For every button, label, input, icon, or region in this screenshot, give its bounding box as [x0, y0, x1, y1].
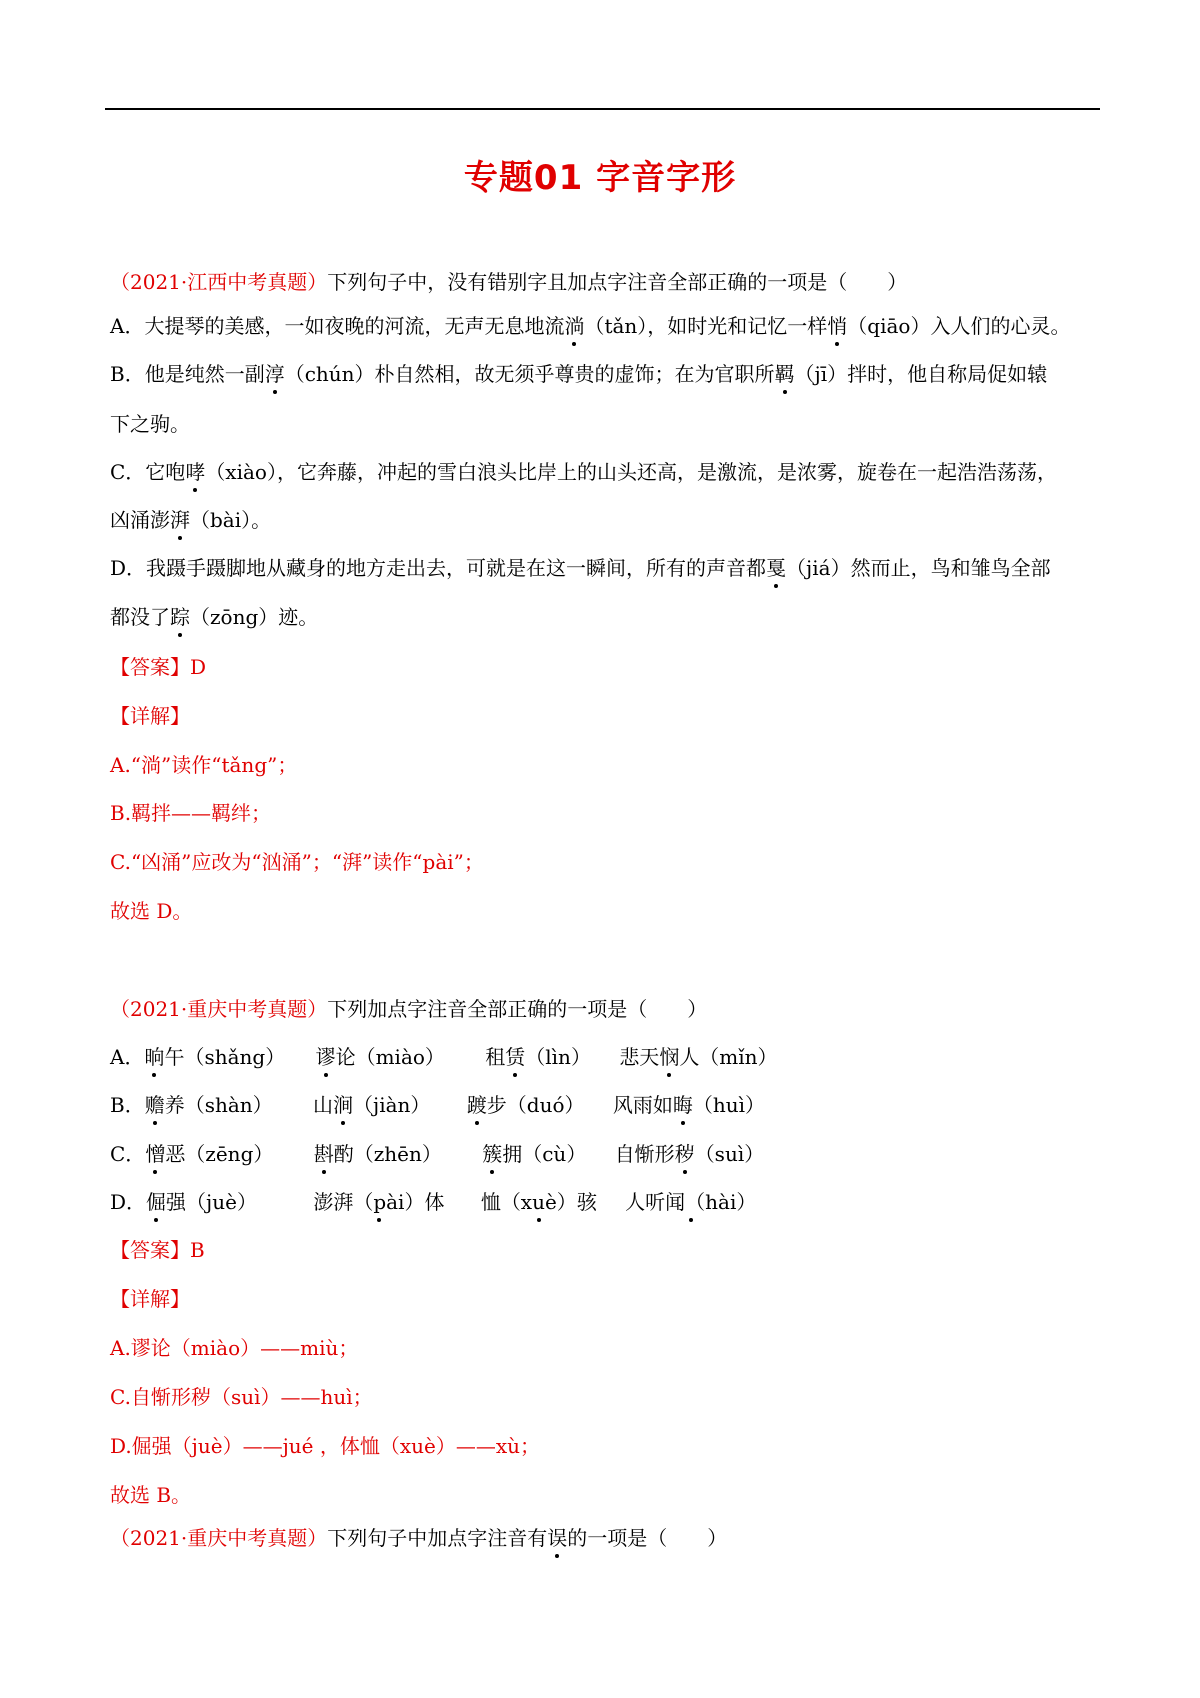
- q1-explain-1: A.“淌”读作“tǎng”；: [110, 753, 298, 777]
- q1-stem: 下列句子中，没有错别字且加点字注音全部正确的一项是（ ）: [327, 270, 908, 294]
- q1-option-a: A．大提琴的美感，一如夜晚的河流，无声无息地流淌（tǎn），如时光和记忆一样悄（qiāo）入人们的心灵。: [110, 314, 1071, 338]
- q2-explain-label: 【详解】: [110, 1287, 190, 1311]
- q1-explain-2: B.羁拌——羁绊；: [110, 801, 272, 825]
- q2-option-c: C．憎恶（zēng） 斟酌（zhēn） 簇拥（cù） 自惭形秽（suì）: [110, 1142, 765, 1166]
- q2-stem-line: [110, 995, 707, 1023]
- q3-stem-line: （2021·重庆中考真题）下列句子中加点字注音有误的一项是（ ）: [110, 1526, 728, 1550]
- q2-option-b: B．赡养（shàn） 山涧（jiàn） 踱步（duó） 风雨如晦（huì）: [110, 1093, 766, 1117]
- q2-explain-1: A.谬论（miào）——miù；: [110, 1336, 359, 1360]
- q1-source: （2021·江西中考真题）: [110, 270, 328, 294]
- q1-option-b-cont: 下之驹。: [110, 412, 190, 436]
- q2-answer: 【答案】B: [110, 1238, 205, 1262]
- q1-stem-line: [110, 268, 907, 296]
- q2-stem: 下列加点字注音全部正确的一项是（ ）: [327, 997, 708, 1021]
- q3-source: （2021·重庆中考真题）: [110, 1526, 328, 1550]
- q1-explain-label: 【详解】: [110, 704, 190, 728]
- q2-explain-2: C.自惭形秽（suì）——huì；: [110, 1385, 373, 1409]
- q2-explain-3: D.倔强（juè）——jué ，体恤（xuè）——xù；: [110, 1434, 541, 1458]
- page-title: 专题01 字音字形: [463, 158, 737, 198]
- q1-explain-3: C.“凶涌”应改为“汹涌”；“湃”读作“pài”；: [110, 850, 484, 874]
- q1-option-d: D．我蹑手蹑脚地从藏身的地方走出去，可就是在这一瞬间，所有的声音都戛（jiá）然而止，鸟和雏鸟全部: [110, 556, 1051, 580]
- q1-option-d-cont: 都没了踪（zōng）迹。: [110, 605, 319, 629]
- q1-option-b: B．他是纯然一副淳（chún）朴自然相，故无须乎尊贵的虚饰；在为官职所羁（jī）拌时，他自称局促如辕: [110, 362, 1048, 386]
- q2-source: （2021·重庆中考真题）: [110, 997, 328, 1021]
- q1-explain-4: 故选 D。: [110, 899, 193, 923]
- header-rule: [105, 108, 1100, 110]
- q1-option-c-cont: 凶涌澎湃（bài）。: [110, 508, 272, 532]
- q1-answer: 【答案】D: [110, 655, 207, 679]
- q2-explain-4: 故选 B。: [110, 1483, 192, 1507]
- q1-option-c: C．它咆哮（xiào），它奔藤，冲起的雪白浪头比岸上的山头还高，是激流，是浓雾，旋卷在一起浩浩荡荡，: [110, 460, 1057, 484]
- q2-option-a: A．晌午（shǎng） 谬论（miào） 租赁（lìn） 悲天悯人（mǐn）: [110, 1045, 778, 1069]
- q2-option-d: D．倔强（juè） 澎湃（pài）体 恤（xuè）骇 人听闻（hài）: [110, 1190, 757, 1214]
